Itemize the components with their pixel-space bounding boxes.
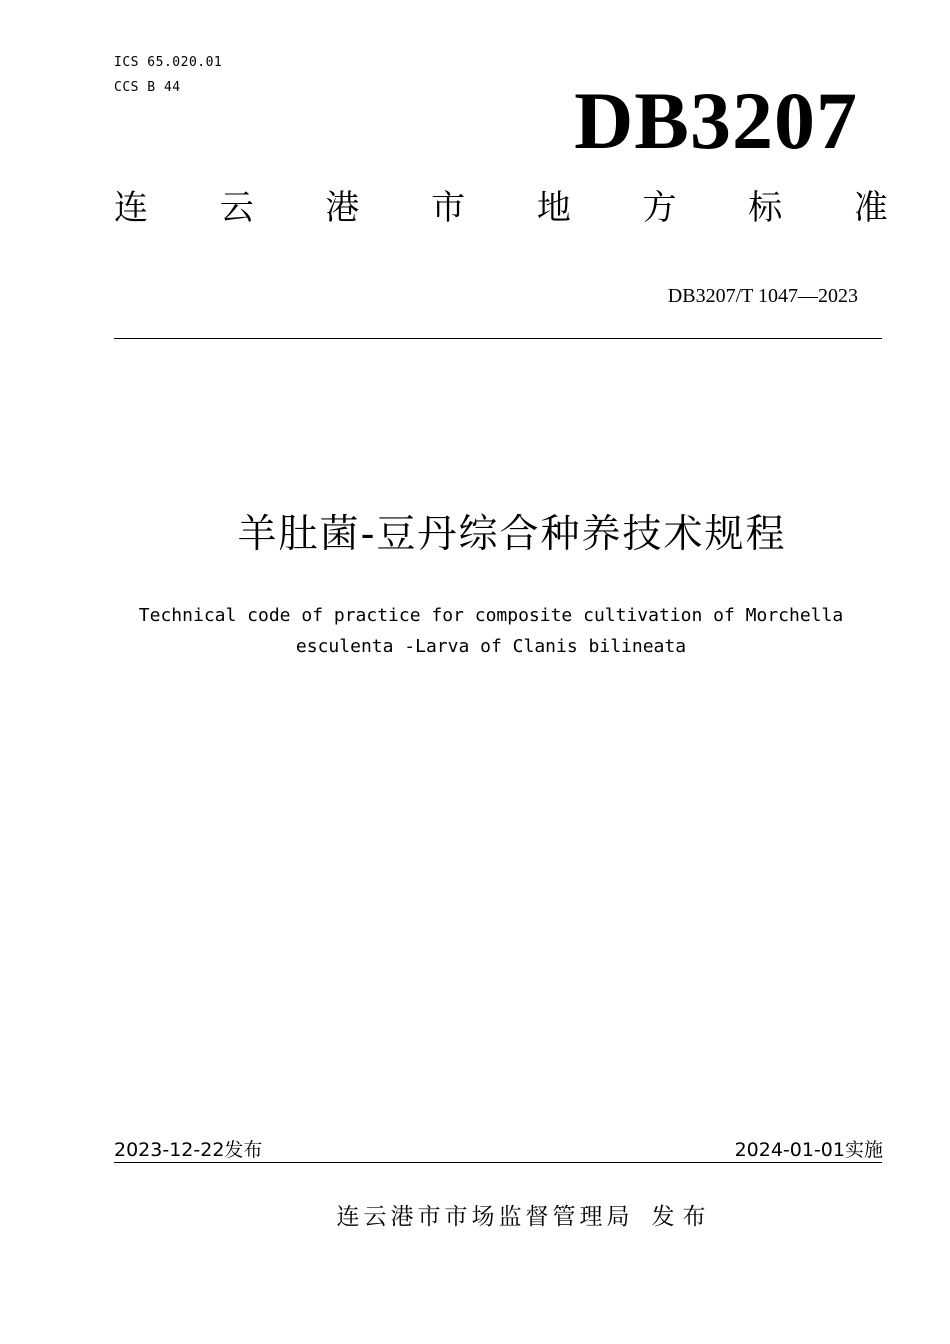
standard-type-char: 港 xyxy=(325,188,360,228)
title-english-line: Technical code of practice for composite cultivation of Morchella xyxy=(138,605,844,626)
standard-type-char: 方 xyxy=(642,188,677,228)
standard-type-char: 连 xyxy=(114,188,148,228)
standard-type xyxy=(114,186,888,230)
title-english xyxy=(0,600,950,662)
issuer xyxy=(0,1200,950,1234)
implement-date-label: 实施 xyxy=(844,1139,883,1161)
standard-type-char: 标 xyxy=(748,188,783,228)
title-chinese: 羊肚菌-豆丹综合种养技术规程 xyxy=(237,512,787,557)
top-divider xyxy=(114,338,882,339)
standard-type-char: 准 xyxy=(853,188,888,228)
ccs-code: CCS B 44 xyxy=(114,80,181,95)
title-english-line: esculenta -Larva of Clanis bilineata xyxy=(295,636,687,657)
standard-type-char: 云 xyxy=(219,188,254,228)
publish-date-value: 2023-12-22 xyxy=(114,1139,225,1161)
standard-type-char: 市 xyxy=(431,188,466,228)
implement-date xyxy=(735,1137,883,1163)
publish-date-label: 发布 xyxy=(224,1139,263,1161)
standard-code: DB3207 xyxy=(574,75,858,166)
ics-code: ICS 65.020.01 xyxy=(114,55,223,70)
publish-date xyxy=(114,1137,262,1163)
issuer-action: 发布 xyxy=(651,1204,714,1230)
standard-type-char: 地 xyxy=(536,188,571,228)
standard-number: DB3207/T 1047—2023 xyxy=(667,285,858,307)
issuer-name: 连云港市市场监督管理局 xyxy=(336,1204,634,1230)
bottom-divider xyxy=(114,1162,882,1163)
classification-codes xyxy=(114,50,222,100)
implement-date-value: 2024-01-01 xyxy=(734,1139,845,1161)
